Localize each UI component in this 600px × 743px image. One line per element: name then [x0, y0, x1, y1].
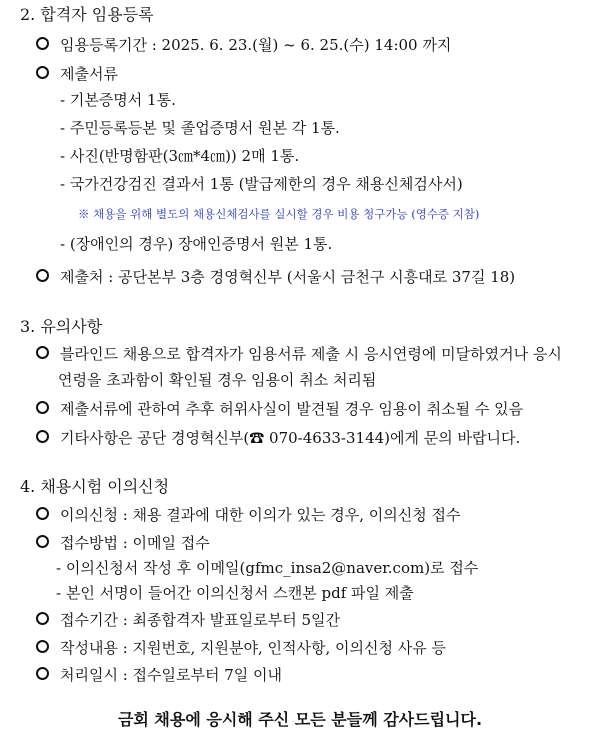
submit-place-text: 제출처 : 공단본부 3층 경영혁신부 (서울시 금천구 시흥대로 37길 18) [60, 268, 516, 286]
circle-bullet-icon [36, 667, 49, 680]
objection-item-5-text: 처리일시 : 접수일로부터 7일 이내 [60, 666, 283, 684]
objection-item-5 [36, 664, 282, 686]
section-2-heading: 2. 합격자 임용등록 [20, 5, 154, 24]
registration-period-text: 임용등록기간 : 2025. 6. 23.(월) ~ 6. 25.(수) 14:00 까지 [60, 36, 452, 54]
objection-item-4 [36, 637, 446, 659]
document-line-1: - 기본증명서 1통. [60, 91, 176, 109]
notice-item-1-line-2: 연령을 초과함이 확인될 경우 임용이 취소 처리됨 [58, 371, 377, 389]
section-3-heading: 3. 유의사항 [20, 317, 103, 336]
circle-bullet-icon [36, 612, 49, 625]
circle-bullet-icon [36, 66, 49, 79]
documents-item [36, 63, 118, 85]
objection-item-2-text: 접수방법 : 이메일 접수 [60, 534, 210, 552]
objection-item-4-text: 작성내용 : 지원번호, 지원분야, 인적사항, 이의신청 사유 등 [60, 639, 447, 657]
registration-period-item [36, 34, 451, 56]
circle-bullet-icon [36, 430, 49, 443]
objection-item-1-text: 이의신청 : 채용 결과에 대한 이의가 있는 경우, 이의신청 접수 [60, 506, 461, 524]
circle-bullet-icon [36, 37, 49, 50]
objection-item-1 [36, 504, 461, 526]
submit-place-item [36, 266, 515, 288]
objection-method-sub-2: - 본인 서명이 들어간 이의신청서 스캔본 pdf 파일 제출 [56, 584, 414, 602]
document-line-3: - 사진(반명함판(3㎝*4㎝)) 2매 1통. [60, 147, 300, 165]
notice-item-3 [36, 427, 520, 449]
circle-bullet-icon [36, 507, 49, 520]
circle-bullet-icon [36, 535, 49, 548]
documents-title: 제출서류 [60, 65, 118, 83]
notice-item-2-text: 제출서류에 관하여 추후 허위사실이 발견될 경우 임용이 취소될 수 있음 [60, 400, 524, 418]
objection-method-sub-1: - 이의신청서 작성 후 이메일(gfmc_insa2@naver.com)로 접수 [56, 559, 479, 577]
notice-item-3-text: 기타사항은 공단 경영혁신부(☎ 070-4633-3144)에게 문의 바랍니다. [60, 429, 521, 447]
notice-item-1 [36, 343, 562, 365]
circle-bullet-icon [36, 401, 49, 414]
notice-item-1-line-1: 블라인드 채용으로 합격자가 임용서류 제출 시 응시연령에 미달하였거나 응시 [60, 345, 562, 363]
objection-item-2 [36, 532, 210, 554]
circle-bullet-icon [36, 346, 49, 359]
document-line-2: - 주민등록등본 및 졸업증명서 원본 각 1통. [60, 119, 340, 137]
health-check-note: ※ 채용을 위해 별도의 채용신체검사를 실시할 경우 비용 청구가능 (영수증 지참) [78, 207, 480, 221]
objection-item-3-text: 접수기간 : 최종합격자 발표일로부터 5일간 [60, 611, 341, 629]
section-4-heading: 4. 채용시험 이의신청 [20, 477, 170, 496]
document-line-4: - 국가건강검진 결과서 1통 (발급제한의 경우 채용신체검사서) [60, 175, 463, 193]
objection-item-3 [36, 609, 340, 631]
document-line-disabled: - (장애인의 경우) 장애인증명서 원본 1통. [60, 235, 333, 253]
closing-message: 금회 채용에 응시해 주신 모든 분들께 감사드립니다. [117, 710, 483, 729]
notice-item-2 [36, 398, 523, 420]
circle-bullet-icon [36, 640, 49, 653]
circle-bullet-icon [36, 269, 49, 282]
